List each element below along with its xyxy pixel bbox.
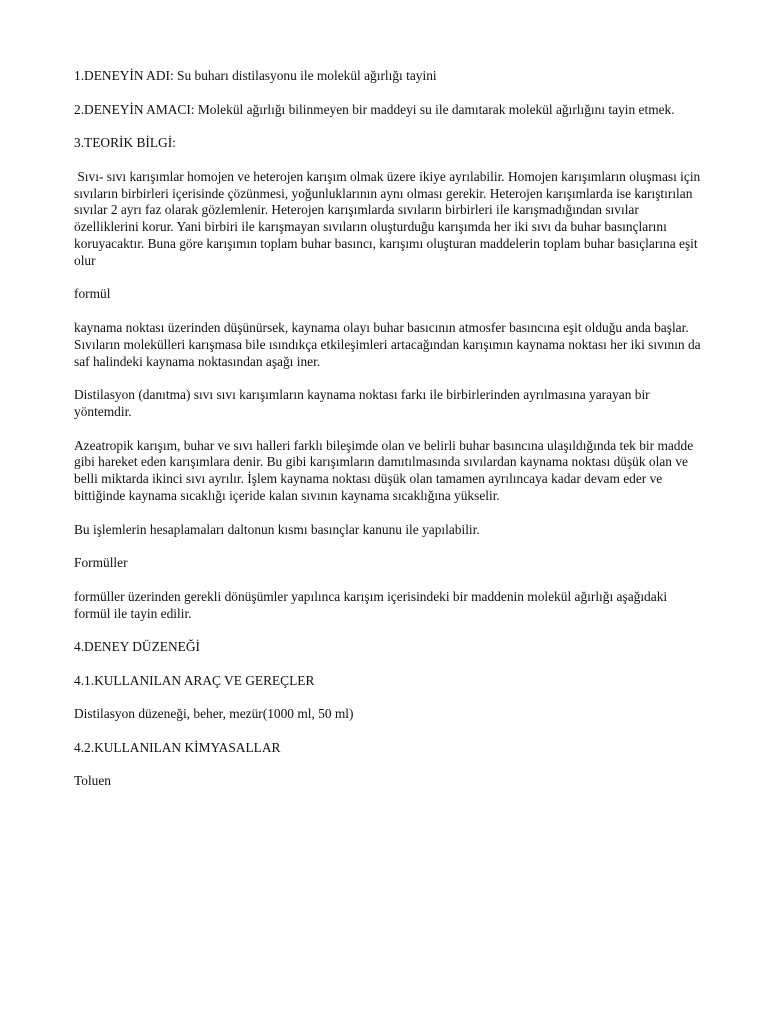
heading-chemicals: 4.2.KULLANILAN KİMYASALLAR: [74, 739, 281, 755]
paragraph-dalton: Bu işlemlerin hesaplamaları daltonun kısmı basınçlar kanunu ile yapılabilir.: [74, 521, 480, 537]
heading-theory: 3.TEORİK BİLGİ:: [74, 135, 176, 151]
paragraph-tools-list: Distilasyon düzeneği, beher, mezür(1000 ml, 50 ml): [74, 706, 354, 722]
formula-label: formül: [74, 286, 111, 302]
paragraph-mixtures: Sıvı- sıvı karışımlar homojen ve heterojen karışım olmak üzere ikiye ayrılabilir. Homojen karışımların oluşması için sıvıların birbirleri içerisinde çözünmesi, yoğunluklarının aynı olması gerekir. Heterojen karışımlarda ise karıştırılan sıvılar 2 ayrı faz olarak gözlemlenir. Heterojen karışımlarda sıvıların birbirleri ile karışmadığından sıvılar özelliklerini korur. Yani birbiri ile karışmayan sıvıların oluşturduğu karışımda her iki sıvı da buhar basınçlarını koruyacaktır. Buna göre karışımın toplam buhar basıncı, karışımı oluşturan maddelerin toplam buhar basıçlarına eşit olur: [74, 168, 704, 268]
heading-experiment-name: 1.DENEYİN ADI: Su buharı distilasyonu ile molekül ağırlığı tayini: [74, 68, 437, 83]
heading-setup: 4.DENEY DÜZENEĞİ: [74, 639, 200, 655]
formulas-label: Formüller: [74, 555, 128, 571]
paragraph-chemicals-list: Toluen: [74, 773, 111, 789]
paragraph-boiling-point: kaynama noktası üzerinden düşünürsek, kaynama olayı buhar basıcının atmosfer basıncına eşit olduğu anda başlar. Sıvıların molekülleri karışmasa bile ısındıkça etkileşimleri artacağından karışımın kaynama noktası her iki sıvının da saf halindeki kaynama noktasından aşağı iner.: [74, 319, 704, 369]
paragraph-azeotropic: Azeatropik karışım, buhar ve sıvı halleri farklı bileşimde olan ve belirli buhar basıncına ulaşıldığında tek bir madde gibi hareket eden karışımlara denir. Bu gibi karışımların damıtılmasında sıvılardan kaynama noktası düşük olan ve belli miktarda ikinci sıvı ayrılır. İşlem kaynama noktası düşük olan tamamen ayrılıncaya kadar devam eder ve bittiğinde kaynama sıcaklığı içeride kalan sıvının kaynama sıcaklığına yükselir.: [74, 437, 697, 503]
document-body: [74, 68, 704, 807]
paragraph-molecular-weight: formüller üzerinden gerekli dönüşümler yapılınca karışım içerisindeki bir maddenin molekül ağırlığı aşağıdaki formül ile tayin edilir.: [74, 588, 671, 621]
heading-experiment-purpose: 2.DENEYİN AMACI: Molekül ağırlığı bilinmeyen bir maddeyi su ile damıtarak molekül ağırlığını tayin etmek.: [74, 101, 675, 117]
heading-tools: 4.1.KULLANILAN ARAÇ VE GEREÇLER: [74, 672, 315, 688]
paragraph-distillation: Distilasyon (danıtma) sıvı sıvı karışımların kaynama noktası farkı ile birbirlerinden ayrılmasına yarayan bir yöntemdir.: [74, 387, 653, 419]
